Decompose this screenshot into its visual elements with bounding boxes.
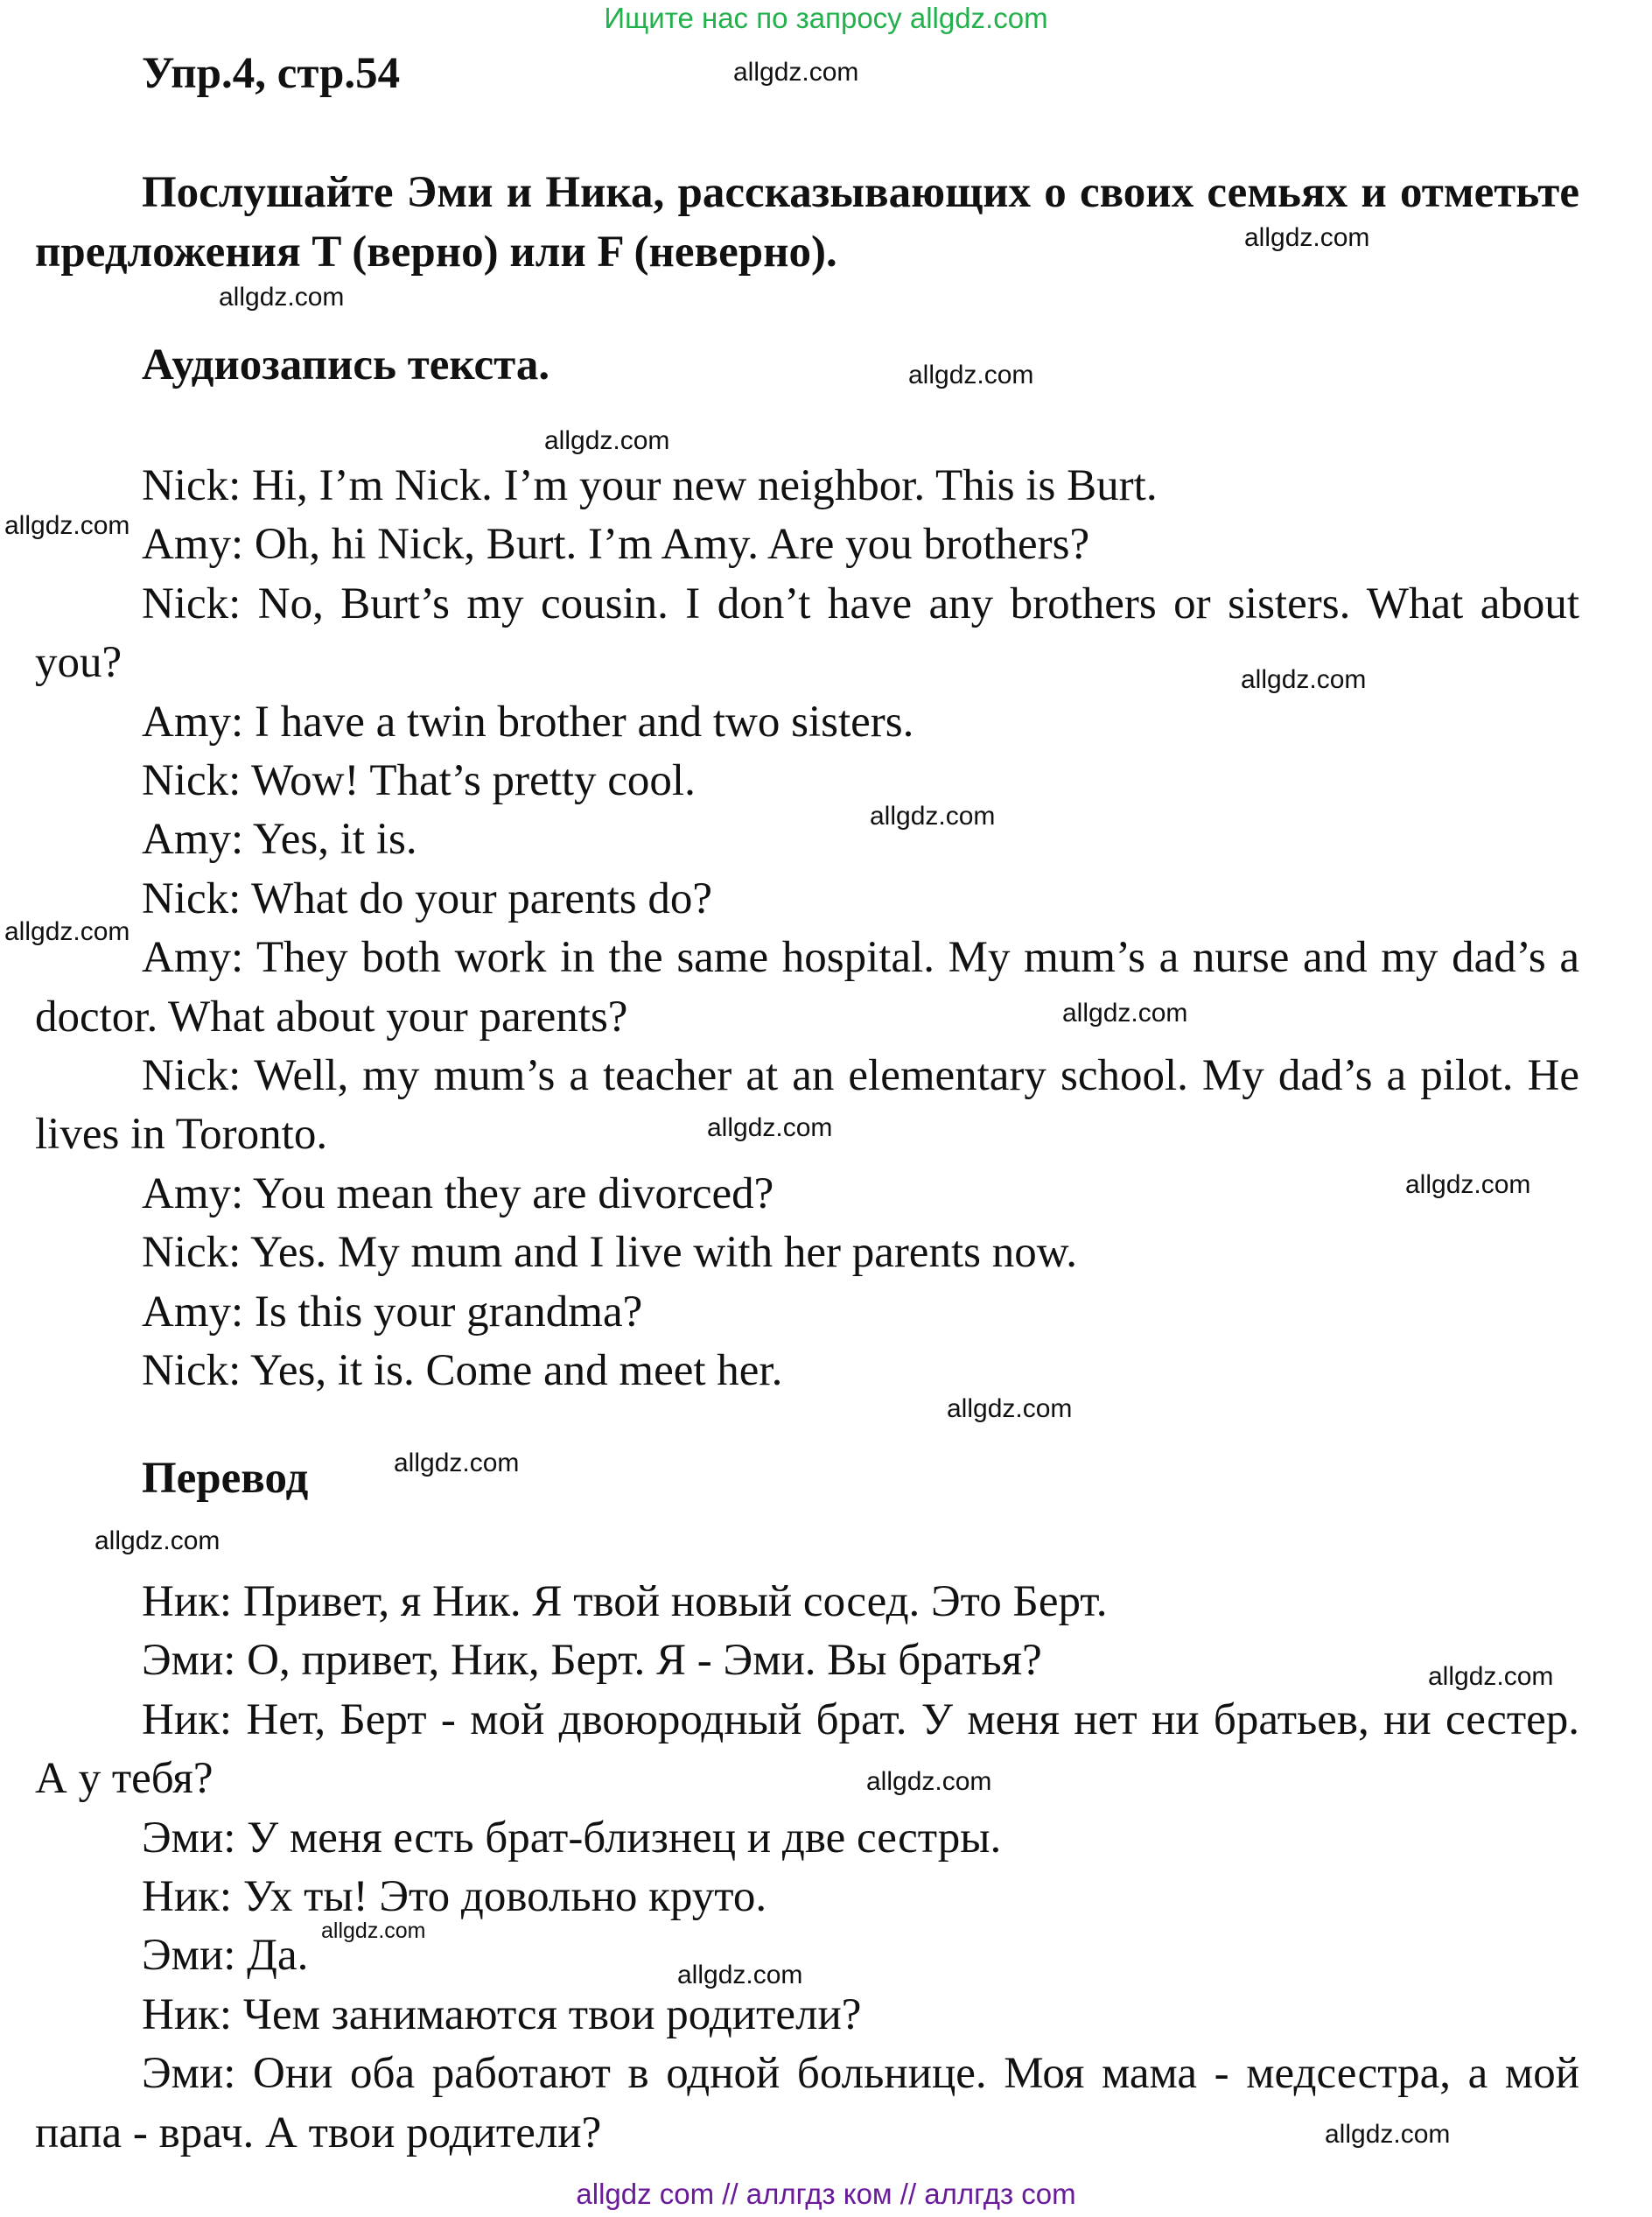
watermark: allgdz.com — [321, 1919, 426, 1943]
watermark: allgdz.com — [1062, 999, 1188, 1028]
top-banner[interactable]: Ищите нас по запросу allgdz.com — [604, 2, 1048, 34]
dialog-line: Amy: Yes, it is. — [142, 815, 417, 865]
dialog-line: Nick: No, Burt’s my cousin. I don’t have any brothers or sisters. What about you? — [35, 579, 1579, 688]
translation-transcript — [35, 1573, 1579, 2163]
dialog-line: Nick: Well, my mum’s a teacher at an elementary school. My dad’s a pilot. He lives in Toronto. — [35, 1051, 1579, 1160]
audio-transcript — [35, 457, 1579, 1401]
watermark: allgdz.com — [4, 511, 130, 540]
audio-heading: Аудиозапись текста. — [142, 340, 550, 389]
watermark: allgdz.com — [544, 426, 670, 455]
translation-line: Эми: Да. — [142, 1931, 309, 1981]
translation-line: Ник: Ух ты! Это довольно круто. — [142, 1872, 767, 1922]
watermark: allgdz.com — [1244, 223, 1370, 252]
dialog-line: Nick: What do your parents do? — [142, 873, 712, 923]
dialog-line: Amy: They both work in the same hospital. My mum’s a nurse and my dad’s a doctor. What about your parents? — [35, 933, 1579, 1042]
dialog-line: Amy: I have a twin brother and two sisters. — [142, 697, 914, 747]
watermark: allgdz.com — [947, 1394, 1073, 1423]
translation-line: Эми: У меня есть брат-близнец и две сестры. — [142, 1813, 1002, 1863]
watermark: allgdz.com — [733, 58, 859, 87]
dialog-line: Nick: Hi, I’m Nick. I’m your new neighbor. This is Burt. — [142, 461, 1158, 510]
watermark: allgdz.com — [394, 1449, 520, 1477]
dialog-line: Nick: Wow! That’s pretty cool. — [142, 756, 696, 806]
footer-links[interactable]: allgdz com // аллгдз ком // аллгдз com — [576, 2178, 1076, 2210]
translation-line: Ник: Нет, Берт - мой двоюродный брат. У меня нет ни братьев, ни сестер. А у тебя? — [35, 1694, 1579, 1804]
dialog-line: Nick: Yes, it is. Come and meet her. — [142, 1346, 783, 1396]
dialog-line: Amy: Is this your grandma? — [142, 1287, 643, 1337]
translation-line: Эми: Они оба работают в одной больнице. Моя мама - медсестра, а мой папа - врач. А твои родители? — [35, 2049, 1579, 2157]
watermark: allgdz.com — [1405, 1170, 1531, 1199]
watermark: allgdz.com — [908, 361, 1034, 389]
translation-line: Ник: Чем занимаются твои родители? — [142, 1989, 862, 2039]
watermark: allgdz.com — [870, 802, 996, 831]
watermark: allgdz.com — [219, 283, 345, 312]
translation-line: Ник: Привет, я Ник. Я твой новый сосед. Это Берт. — [142, 1577, 1108, 1626]
task-instruction: Послушайте Эми и Ника, рассказывающих о своих семьях и отметьте предложения T (верно) или F (неверно). — [35, 168, 1579, 277]
watermark: allgdz.com — [1325, 2120, 1451, 2149]
watermark: allgdz.com — [866, 1767, 992, 1796]
dialog-line: Nick: Yes. My mum and I live with her parents now. — [142, 1228, 1077, 1278]
dialog-line: Amy: You mean they are divorced? — [142, 1168, 774, 1218]
watermark: allgdz.com — [1428, 1662, 1554, 1691]
translation-line: Эми: О, привет, Ник, Берт. Я - Эми. Вы братья? — [142, 1636, 1042, 1686]
dialog-line: Amy: Oh, hi Nick, Burt. I’m Amy. Are you brothers? — [142, 520, 1090, 570]
watermark: allgdz.com — [677, 1961, 803, 1989]
watermark: allgdz.com — [1241, 665, 1367, 694]
watermark: allgdz.com — [707, 1113, 833, 1142]
watermark: allgdz.com — [4, 917, 130, 946]
watermark: allgdz.com — [94, 1526, 220, 1555]
translation-heading: Перевод — [142, 1454, 309, 1503]
exercise-title: Упр.4, стр.54 — [142, 49, 401, 98]
